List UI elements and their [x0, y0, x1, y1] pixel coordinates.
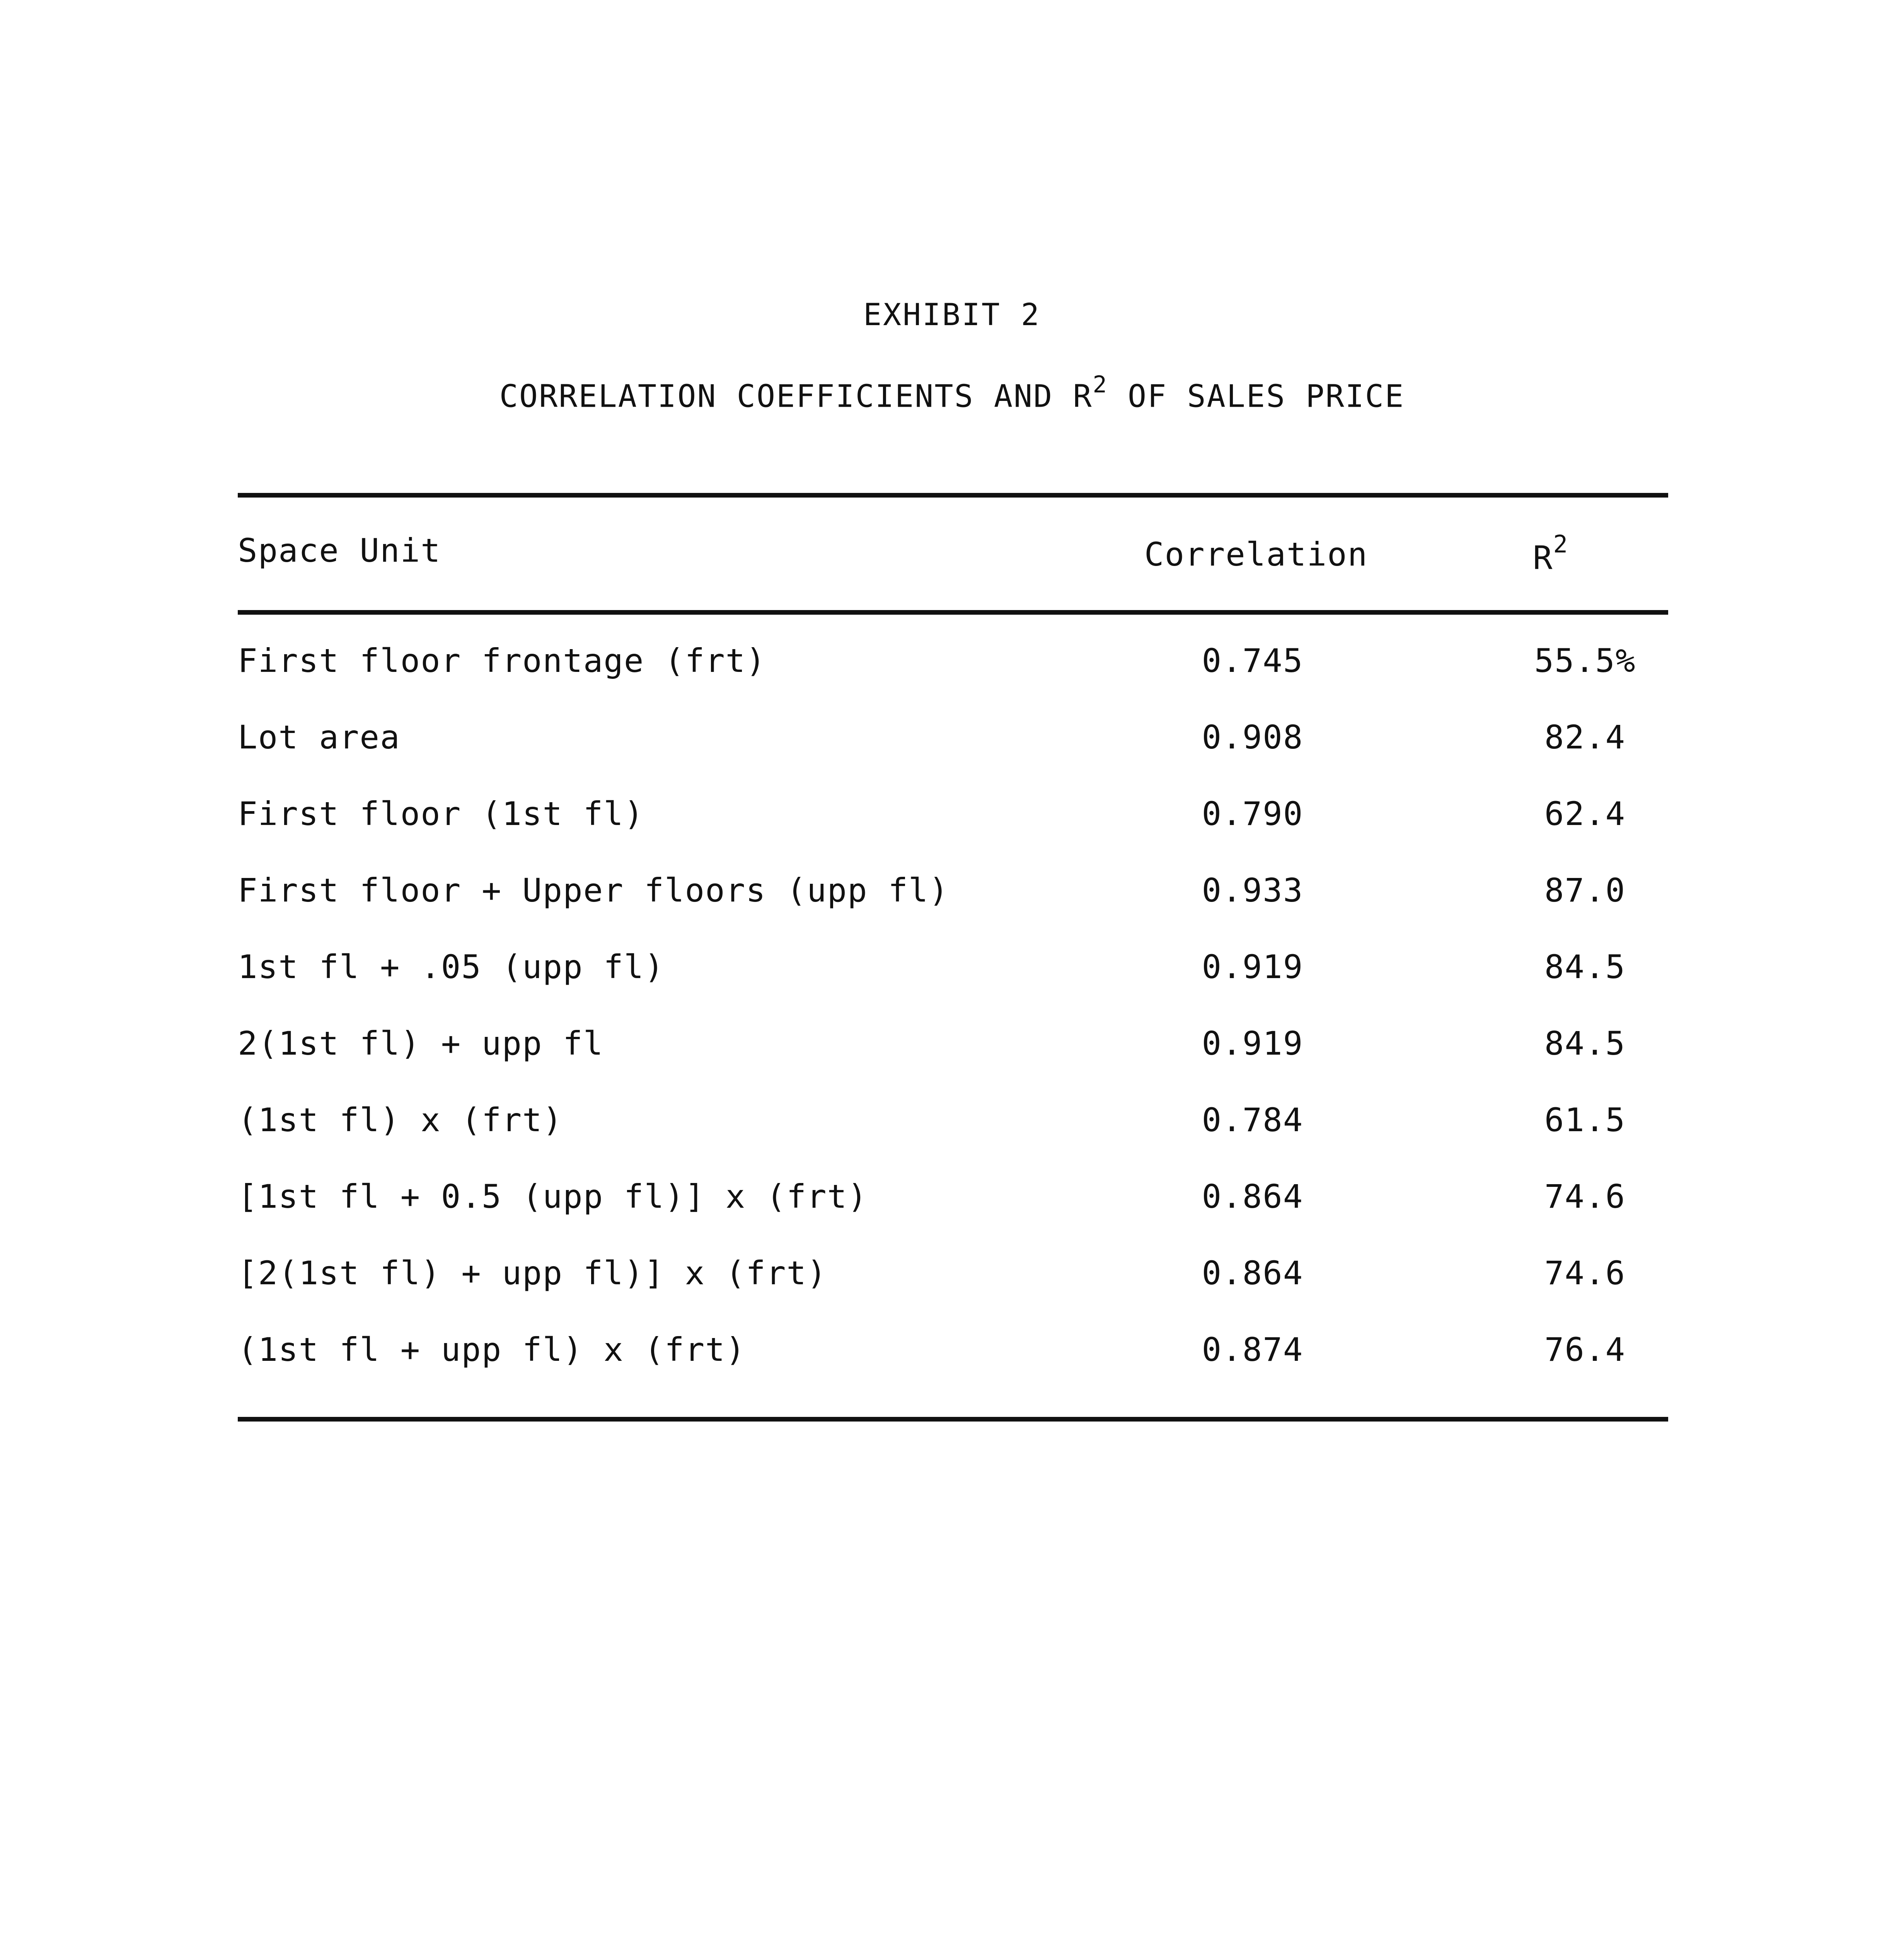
cell-space-unit: [2(1st fl) + upp fl)] x (frt)	[238, 1254, 827, 1292]
cell-space-unit: Lot area	[238, 718, 401, 756]
cell-space-unit: First floor + Upper floors (upp fl)	[238, 871, 949, 909]
title-main: CORRELATION COEFFICIENTS AND R	[499, 378, 1093, 414]
table-row	[0, 1101, 1904, 1147]
cell-r-squared: 62.4	[1544, 795, 1626, 833]
cell-space-unit: (1st fl + upp fl) x (frt)	[238, 1331, 746, 1369]
cell-r-squared: 82.4	[1544, 718, 1626, 756]
cell-correlation: 0.745	[1202, 642, 1304, 680]
table-row	[0, 1254, 1904, 1301]
cell-space-unit: First floor frontage (frt)	[238, 642, 766, 680]
table-top-rule	[238, 493, 1668, 498]
cell-correlation: 0.908	[1202, 718, 1304, 756]
cell-correlation: 0.864	[1202, 1178, 1304, 1215]
cell-correlation: 0.790	[1202, 795, 1304, 833]
cell-correlation: 0.784	[1202, 1101, 1304, 1139]
cell-space-unit: [1st fl + 0.5 (upp fl)] x (frt)	[238, 1178, 868, 1215]
header-r-squared	[1533, 530, 1568, 577]
cell-r-squared: 87.0	[1544, 871, 1626, 909]
cell-correlation: 0.919	[1202, 948, 1304, 986]
title-rest: OF SALES PRICE	[1108, 378, 1405, 414]
cell-space-unit: 1st fl + .05 (upp fl)	[238, 948, 665, 986]
cell-correlation: 0.874	[1202, 1331, 1304, 1369]
cell-space-unit: 2(1st fl) + upp fl	[238, 1024, 604, 1062]
cell-r-squared: 61.5	[1544, 1101, 1626, 1139]
header-r2-sup: 2	[1553, 530, 1568, 558]
header-space-unit: Space Unit	[238, 532, 441, 569]
document-title	[0, 371, 1904, 414]
cell-r-squared: 84.5	[1544, 948, 1626, 986]
table-bottom-rule	[238, 1417, 1668, 1422]
cell-r-squared: 74.6	[1544, 1178, 1626, 1215]
cell-r-squared: 84.5	[1544, 1024, 1626, 1062]
table-row	[0, 1024, 1904, 1071]
cell-space-unit: (1st fl) x (frt)	[238, 1101, 563, 1139]
cell-space-unit: First floor (1st fl)	[238, 795, 644, 833]
cell-correlation: 0.919	[1202, 1024, 1304, 1062]
header-r2-base: R	[1533, 539, 1553, 577]
cell-correlation: 0.864	[1202, 1254, 1304, 1292]
cell-r-squared: 55.5%	[1534, 642, 1636, 680]
cell-r-squared: 74.6	[1544, 1254, 1626, 1292]
table-row	[0, 795, 1904, 841]
table-header-rule	[238, 610, 1668, 615]
table-row	[0, 1331, 1904, 1377]
cell-r-squared: 76.4	[1544, 1331, 1626, 1369]
cell-correlation: 0.933	[1202, 871, 1304, 909]
table-row	[0, 871, 1904, 918]
table-row	[0, 718, 1904, 765]
table-row	[0, 948, 1904, 994]
exhibit-label: EXHIBIT 2	[863, 298, 1041, 332]
title-superscript: 2	[1093, 371, 1108, 398]
table-row	[0, 1178, 1904, 1224]
table-row	[0, 642, 1904, 688]
header-correlation: Correlation	[1144, 535, 1368, 573]
